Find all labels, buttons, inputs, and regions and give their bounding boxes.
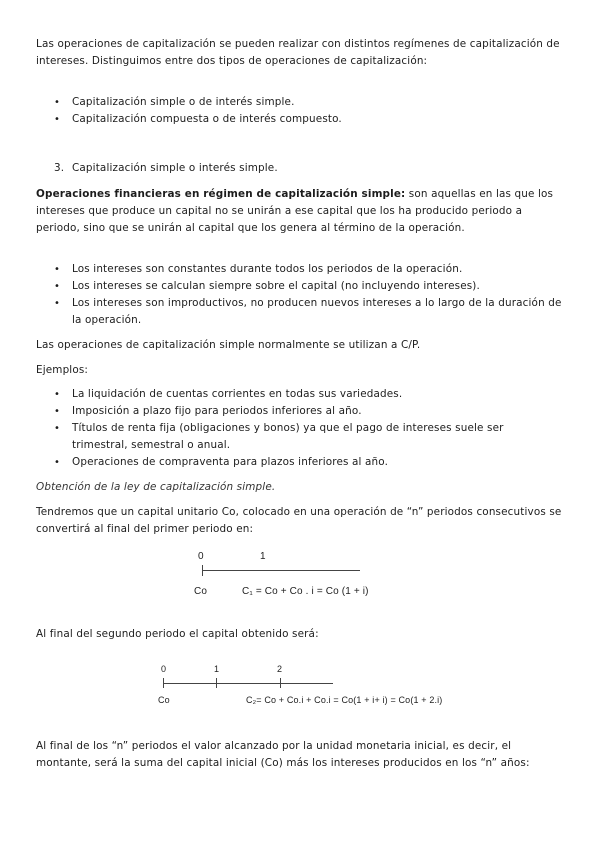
section-number: 3. bbox=[54, 162, 65, 174]
timeline-start-label: Co bbox=[158, 695, 170, 705]
list-item-example: Títulos de renta fija (obligaciones y bonos) ya que el pago de intereses suele ser trimestral, semestral o anual. bbox=[72, 422, 504, 451]
timeline-start-label: Co bbox=[194, 586, 208, 597]
list-item-characteristic: Los intereses se calculan siempre sobre el capital (no incluyendo intereses). bbox=[72, 280, 480, 292]
timeline-tick-label: 1 bbox=[214, 664, 220, 674]
timeline-axis bbox=[163, 683, 333, 684]
examples-label: Ejemplos: bbox=[36, 364, 89, 376]
final-period-paragraph: Al final de los “n” periodos el valor alcanzado por la unidad monetaria inicial, es decir, el montante, será la suma del capital inicial (Co) más los intereses producidos en los “n” años: bbox=[36, 740, 530, 769]
bullet: • bbox=[54, 281, 61, 292]
short-term-paragraph: Las operaciones de capitalización simple normalmente se utilizan a C/P. bbox=[36, 339, 421, 351]
section-heading: Capitalización simple o interés simple. bbox=[72, 162, 278, 174]
timeline-formula: C₁ = Co + Co . i = Co (1 + i) bbox=[242, 586, 369, 597]
bullet: • bbox=[54, 97, 61, 108]
list-item-characteristic: Los intereses son improductivos, no producen nuevos intereses a lo largo de la duración de la operación. bbox=[72, 297, 562, 326]
definition-paragraph bbox=[36, 186, 566, 237]
bullet: • bbox=[54, 264, 61, 275]
list-item-type-compound: Capitalización compuesta o de interés compuesto. bbox=[72, 113, 342, 125]
timeline-axis bbox=[202, 570, 360, 571]
definition-text: son aquellas en las que los intereses que produce un capital no se unirán a ese capital que los ha producido periodo a periodo, sino que se unirán al capital que los genera al término de la operación. bbox=[36, 188, 554, 234]
definition-term: Operaciones financieras en régimen de capitalización simple: bbox=[36, 188, 406, 200]
list-item-example: La liquidación de cuentas corrientes en todas sus variedades. bbox=[72, 388, 403, 400]
list-item-example: Operaciones de compraventa para plazos inferiores al año. bbox=[72, 456, 389, 468]
timeline-tick-label: 2 bbox=[277, 664, 283, 674]
second-period-paragraph: Al final del segundo periodo el capital obtenido será: bbox=[36, 628, 319, 640]
timeline-tick-label: 0 bbox=[161, 664, 167, 674]
intro-paragraph: Las operaciones de capitalización se pueden realizar con distintos regímenes de capitalización de intereses. Distinguimos entre dos tipos de operaciones de capitalización: bbox=[36, 38, 560, 67]
bullet: • bbox=[54, 406, 61, 417]
bullet: • bbox=[54, 114, 61, 125]
timeline-tick-label: 0 bbox=[198, 551, 204, 562]
bullet: • bbox=[54, 389, 61, 400]
bullet: • bbox=[54, 423, 61, 434]
first-period-paragraph: Tendremos que un capital unitario Co, colocado en una operación de “n” periodos consecutivos se convertirá al final del primer periodo en: bbox=[36, 506, 562, 535]
bullet: • bbox=[54, 457, 61, 468]
timeline-formula: C₂= Co + Co.i + Co.i = Co(1 + i+ i) = Co(1 + 2.i) bbox=[246, 695, 443, 705]
bullet: • bbox=[54, 298, 61, 309]
timeline-tick-label: 1 bbox=[260, 551, 266, 562]
list-item-characteristic: Los intereses son constantes durante todos los periodos de la operación. bbox=[72, 263, 463, 275]
subsection-title: Obtención de la ley de capitalización simple. bbox=[36, 481, 276, 493]
list-item-example: Imposición a plazo fijo para periodos inferiores al año. bbox=[72, 405, 362, 417]
list-item-type-simple: Capitalización simple o de interés simple. bbox=[72, 96, 295, 108]
